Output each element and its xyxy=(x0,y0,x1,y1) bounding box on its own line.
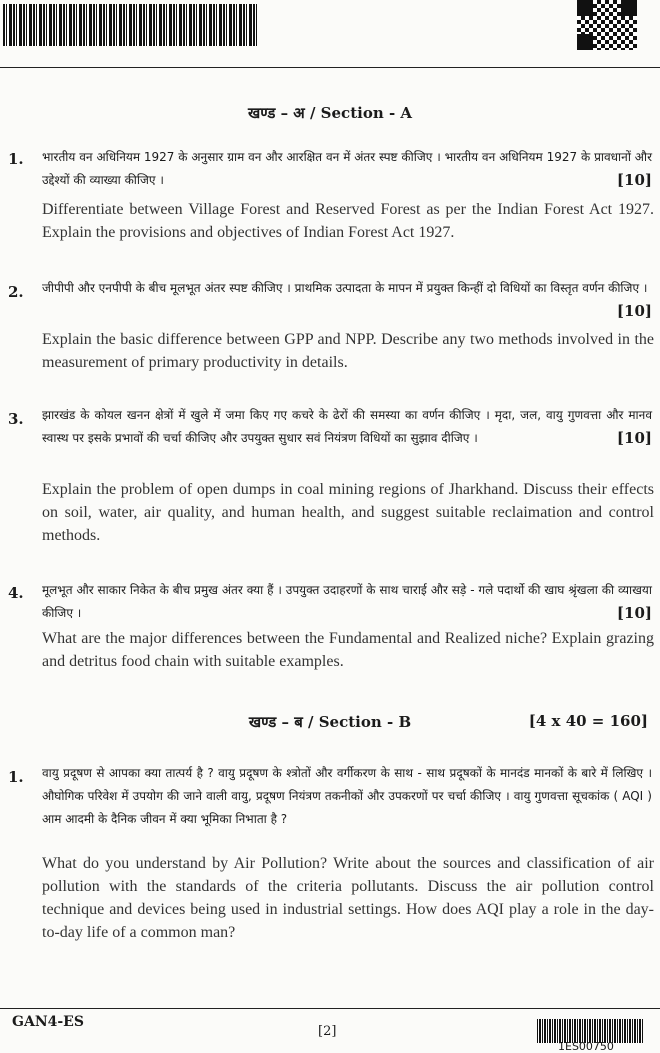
question-number: 3. xyxy=(8,410,24,428)
question-marks: [10] xyxy=(616,302,652,320)
question-marks: [10] xyxy=(616,171,652,189)
footer-divider xyxy=(0,1008,660,1009)
question-english: Explain the basic difference between GPP and NPP. Describe any two methods involved in the measurement of primary productivity in details. xyxy=(42,331,654,371)
question-number: 4. xyxy=(8,584,24,602)
section-a-title: खण्ड – अ / Section - A xyxy=(247,104,413,122)
question-hindi: मूलभूत और साकार निकेत के बीच प्रमुख अंतर क्या हैं । उपयुक्त उदाहरणों के साथ चाराई और सड़े - गले पदार्थो की खाघ श्रृंखला की व्याखया कीजिए । [10] xyxy=(42,579,652,625)
question-number: 1. xyxy=(8,768,24,786)
question-hindi: जीपीपी और एनपीपी के बीच मूलभूत अंतर स्पष्ट कीजिए । प्राथमिक उत्पादता के मापन में प्रयुक्त किन्हीं दो विधियों का विस्तृत वर्णन कीजिए । [10] xyxy=(42,277,652,323)
serial-number: 1ES00750 xyxy=(558,1040,614,1053)
section-b-marks: [4 x 40 = 160] xyxy=(528,712,648,730)
question-hindi: झारखंड के कोयल खनन क्षेत्रों में खुले में जमा किए गए कचरे के ढेरों की समस्या का वर्णन कीजिए । मृदा, जल, वायु गुणवत्ता और मानव स्वास्थ पर इसके प्रभावों की चर्चा कीजिए और उपयुक्त सुधार सवं नियंत्रण विधियों का सुझाव दीजिए । [10] xyxy=(42,404,652,450)
barcode xyxy=(3,4,257,46)
question-hindi: भारतीय वन अधिनियम 1927 के अनुसार ग्राम वन और आरक्षित वन में अंतर स्पष्ट कीजिए । भारतीय वन अधिनियम 1927 के प्रावधानों और उद्देश्यों की व्याख्या कीजिए । [10] xyxy=(42,146,652,192)
section-b-title: खण्ड – ब / Section - B xyxy=(248,713,412,731)
page-number: [2] xyxy=(318,1024,337,1039)
question-hindi: वायु प्रदूषण से आपका क्या तात्पर्य है ? वायु प्रदूषण के श्त्रोतों और वर्गीकरण के साथ - साथ प्रदूषकों के मानदंड मानकों के बारे में लिखिए । औघोगिक परिवेश में उपयोग की जाने वाली वायु, प्रदूषण नियंत्रण तकनीकों और उपकरणों पर चर्चा कीजिए । वायु गुणवत्ता सूचकांक ( AQI ) आम आदमी के दैनिक जीवन में क्या भूमिका निभाता है ? xyxy=(42,766,652,826)
question-english: Explain the problem of open dumps in coal mining regions of Jharkhand. Discuss their effects on soil, water, air quality, and human health, and suggest suitable reclaimation and control methods. xyxy=(42,481,654,544)
question-number: 1. xyxy=(8,150,24,168)
qr-code xyxy=(577,0,637,50)
question-number: 2. xyxy=(8,283,24,301)
paper-code: GAN4-ES xyxy=(12,1014,84,1030)
header-divider xyxy=(0,67,660,68)
question-english: What do you understand by Air Pollution? Write about the sources and classification of air pollution with the standards of the criteria pollutants. Discuss the air pollution control technique and devices being used in industrial settings. How does AQI play a role in the day-to-day life of a common man? xyxy=(42,855,654,941)
question-marks: [10] xyxy=(616,604,652,622)
question-marks: [10] xyxy=(616,429,652,447)
question-english: Differentiate between Village Forest and Reserved Forest as per the Indian Forest Act 1927. Explain the provisions and objectives of Indian Forest Act 1927. xyxy=(42,201,654,241)
question-english: What are the major differences between the Fundamental and Realized niche? Explain grazing and detritus food chain with suitable examples. xyxy=(42,630,654,670)
